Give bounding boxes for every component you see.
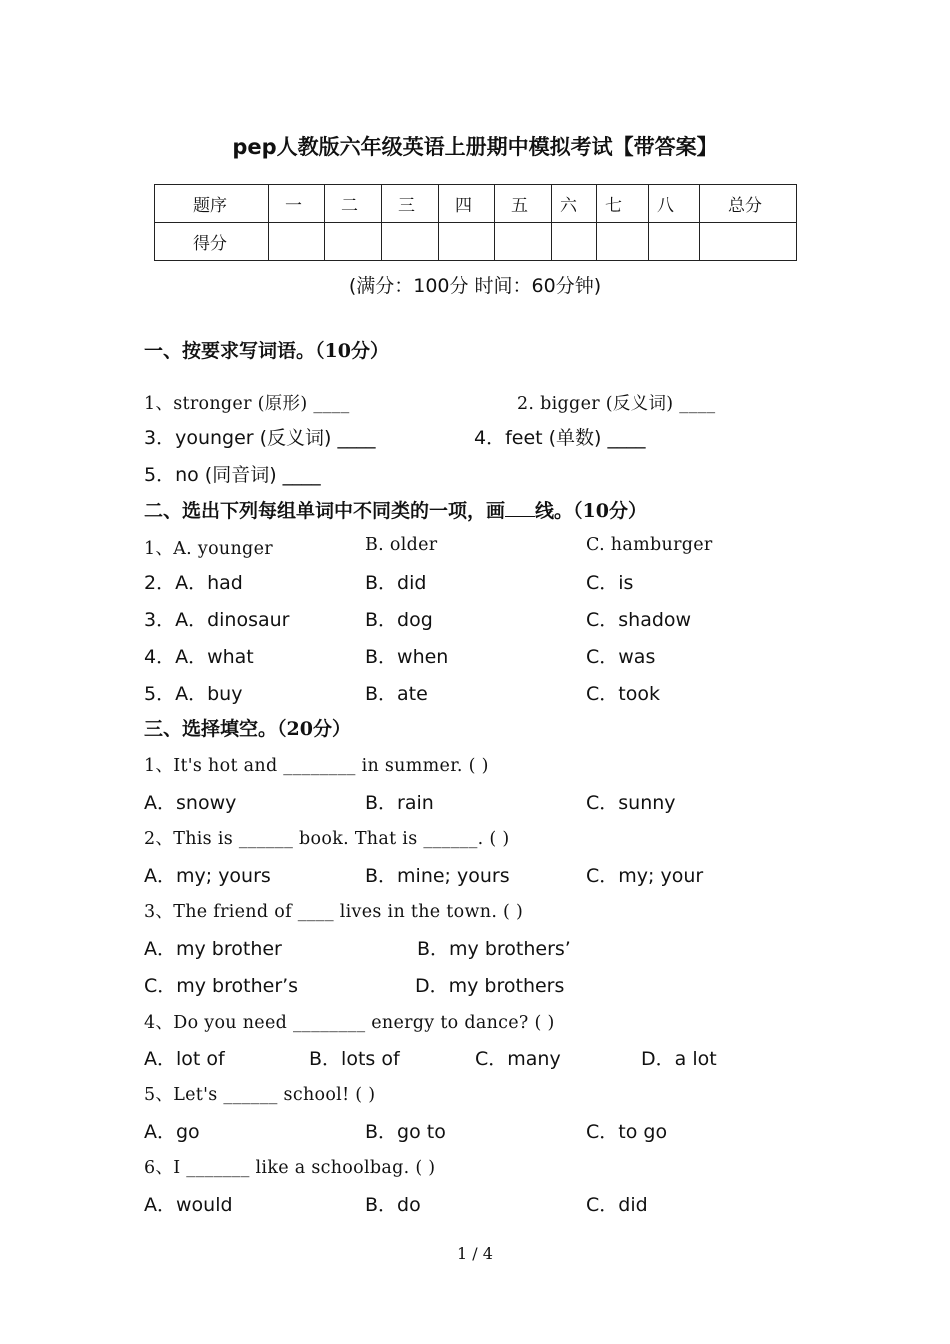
option-text: A．my; yours [144,865,271,887]
question-text: 1、It's hot and ________ in summer. ( ) [144,756,489,776]
option-text: C．took [586,683,660,705]
option-text: C．was [586,646,656,668]
table-cell: 三 [382,185,439,223]
option-text: B．did [365,572,427,594]
page-title: pep人教版六年级英语上册期中模拟考试【带答案】 [232,135,718,159]
option-text: A．snowy [144,792,237,814]
section2-heading-pre: 二、选出下列每组单词中不同类的一项，画 [144,500,506,522]
option-text: C．is [586,572,634,594]
score-input-cell[interactable] [325,223,382,261]
question-text: 3、The friend of ____ lives in the town. ( ) [144,902,524,922]
score-table-score-row [155,223,797,261]
table-cell: 二 [325,185,382,223]
question-text: 5、Let's ______ school! ( ) [144,1085,376,1105]
option-text: 4．A．what [144,646,254,668]
option-text: B．my brothers’ [417,938,571,960]
question-text: 3．younger (反义词) ____ [144,427,376,449]
score-input-cell[interactable] [382,223,439,261]
score-input-cell[interactable] [439,223,495,261]
table-cell: 六 [552,185,597,223]
section2-heading [144,496,647,523]
score-table-header-row [155,185,797,223]
table-cell: 得分 [155,223,269,261]
score-input-cell[interactable] [269,223,325,261]
option-text: A．my brother [144,938,282,960]
score-table [154,184,797,261]
table-cell: 五 [495,185,552,223]
section1-heading: 一、按要求写词语。（10分） [144,340,389,362]
option-text: A．would [144,1194,233,1216]
section2-heading-post: 线。（10分） [535,500,647,522]
score-input-cell[interactable] [495,223,552,261]
score-input-cell[interactable] [597,223,649,261]
option-text: 2．A．had [144,572,243,594]
section3-heading: 三、选择填空。（20分） [144,718,351,740]
option-text: 1、A. younger [144,539,273,559]
option-text: C．did [586,1194,648,1216]
option-text: B．go to [365,1121,446,1143]
option-text: 5．A．buy [144,683,243,705]
option-text: C．my; your [586,865,704,887]
option-text: C．many [475,1048,561,1070]
option-text: B．ate [365,683,428,705]
option-text: D．a lot [641,1048,717,1070]
option-text: C．to go [586,1121,668,1143]
option-text: C．sunny [586,792,676,814]
question-text: 1、stronger (原形) ____ [144,394,350,414]
table-cell: 一 [269,185,325,223]
question-text: 2、This is ______ book. That is ______. ( ) [144,829,510,849]
option-text: B．do [365,1194,421,1216]
option-text: B．lots of [309,1048,400,1070]
option-text: C．my brother’s [144,975,299,997]
question-text: 4、Do you need ________ energy to dance? ( ) [144,1013,555,1033]
option-text: B．mine; yours [365,865,510,887]
option-text: A．lot of [144,1048,225,1070]
option-text: 3．A．dinosaur [144,609,290,631]
option-text: C. hamburger [586,535,713,555]
option-text: B．dog [365,609,433,631]
table-cell: 题序 [155,185,269,223]
page-number: 1 / 4 [457,1244,493,1263]
option-text: B．when [365,646,449,668]
option-text: C．shadow [586,609,692,631]
exam-note: (满分：100分 时间：60分钟) [348,275,602,297]
table-cell: 八 [649,185,700,223]
score-input-cell[interactable] [700,223,797,261]
option-text: B. older [365,535,438,555]
question-text: 6、I _______ like a schoolbag. ( ) [144,1158,436,1178]
score-input-cell[interactable] [552,223,597,261]
table-cell: 四 [439,185,495,223]
question-text: 2. bigger (反义词) ____ [517,394,716,414]
question-text: 4．feet (单数) ____ [474,427,646,449]
table-cell: 七 [597,185,649,223]
table-cell: 总分 [700,185,797,223]
score-input-cell[interactable] [649,223,700,261]
underline-blank [505,502,535,517]
option-text: D．my brothers [415,975,565,997]
question-text: 5．no (同音词) ____ [144,464,321,486]
option-text: A．go [144,1121,200,1143]
option-text: B．rain [365,792,434,814]
